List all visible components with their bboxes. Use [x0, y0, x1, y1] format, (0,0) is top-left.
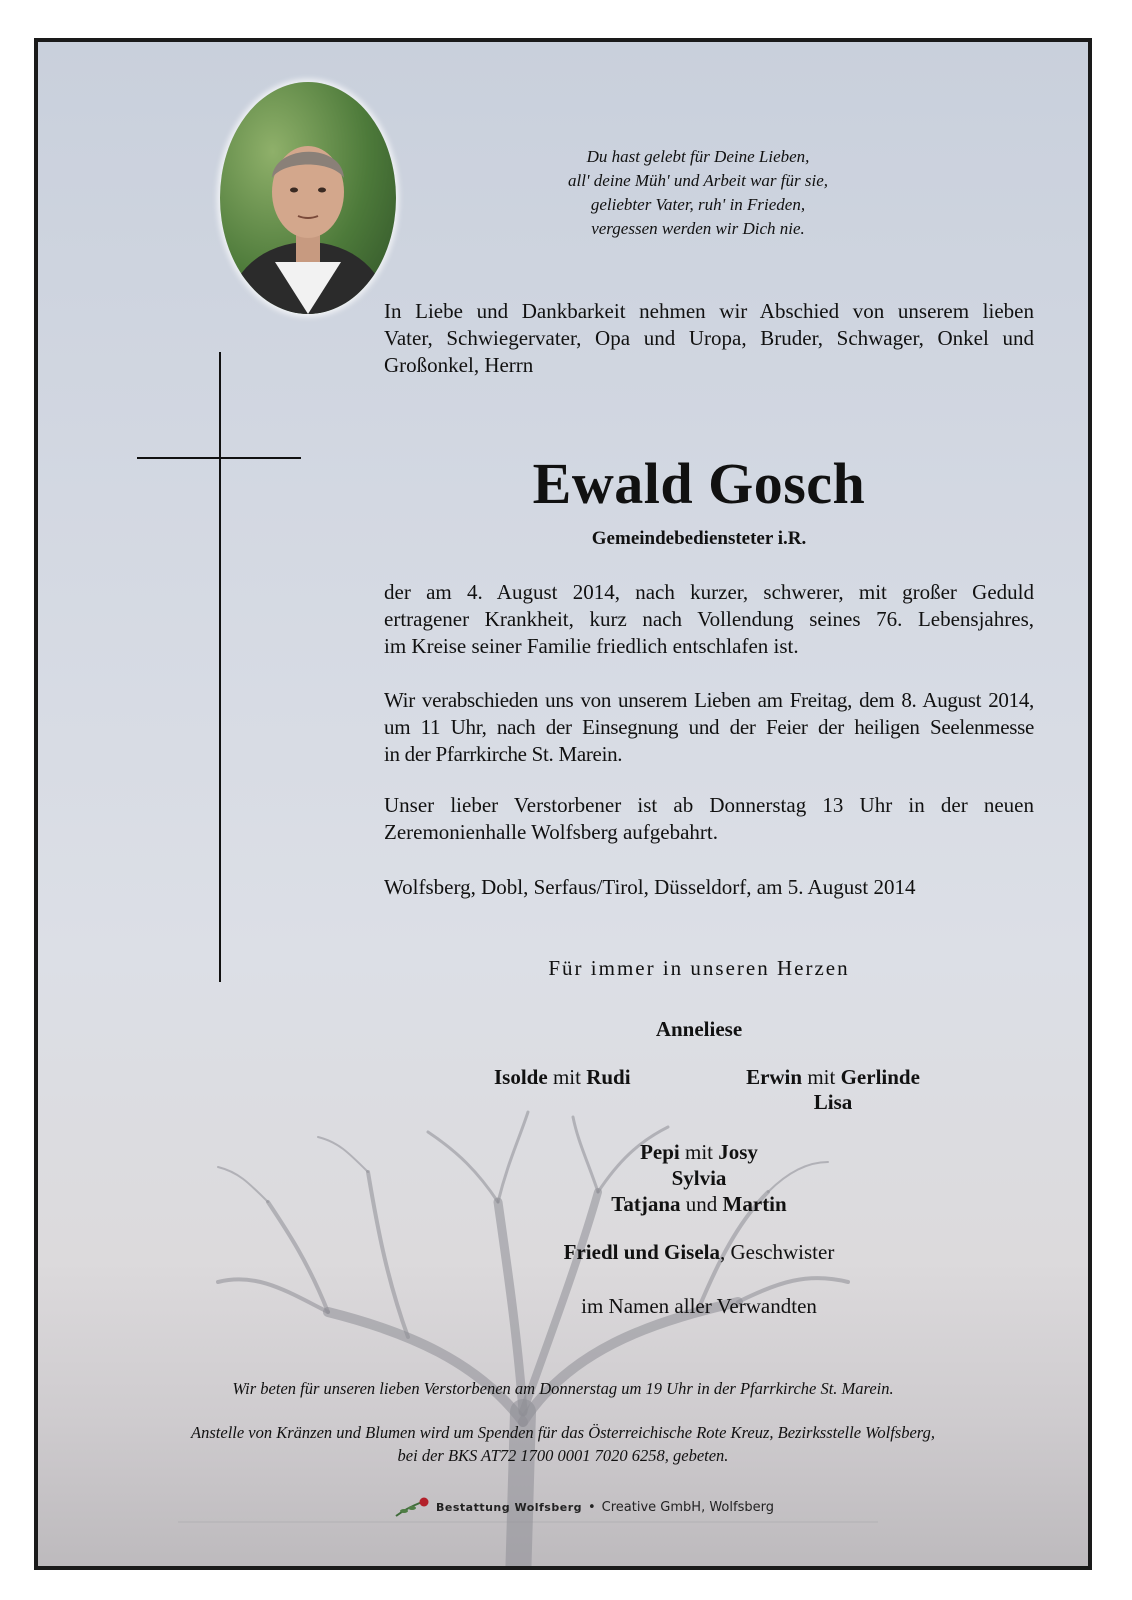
deceased-name: Ewald Gosch	[532, 451, 866, 516]
death-notice-line: ertragener Krankheit, kurz nach Vollendung seines 76. Lebensjahres,	[384, 607, 1034, 631]
mourner-isolde-rudi	[384, 1065, 744, 1090]
poem	[518, 145, 878, 241]
mourner-name: Josy	[718, 1140, 758, 1164]
lying-in-state-line: Zeremonienhalle Wolfsberg aufgebahrt.	[384, 820, 718, 844]
cross-vertical-bar	[219, 352, 221, 982]
intro-paragraph	[384, 298, 1034, 379]
donation-note	[38, 1421, 1088, 1467]
rose-icon	[394, 1496, 430, 1518]
motto: Für immer in unseren Herzen	[548, 956, 850, 980]
donation-note-line: bei der BKS AT72 1700 0001 7020 6258, gebeten.	[397, 1446, 729, 1465]
mourner-sylvia: Sylvia	[671, 1166, 727, 1190]
logo-brand: Bestattung Wolfsberg	[436, 1500, 582, 1514]
mourner-connector: und	[685, 1192, 718, 1216]
intro-line: In Liebe und Dankbarkeit nehmen wir Abschied von unserem lieben	[384, 299, 1034, 323]
death-notice-paragraph	[384, 579, 1034, 660]
mourner-name: Martin	[722, 1192, 787, 1216]
funeral-line: um 11 Uhr, nach der Einsegnung und der Feier der heiligen Seelenmesse	[384, 715, 1034, 739]
mourner-relatives: im Namen aller Verwandten	[581, 1294, 817, 1318]
funeral-paragraph	[384, 687, 1034, 768]
funeral-home-logo	[394, 1496, 774, 1518]
mourner-lisa: Lisa	[813, 1090, 853, 1114]
mourner-name: Gerlinde	[840, 1065, 920, 1089]
mourner-name: Pepi	[640, 1140, 680, 1164]
logo-bullet: •	[588, 1499, 596, 1515]
prayer-note: Wir beten für unseren lieben Verstorbenen am Donnerstag um 19 Uhr in der Pfarrkirche St. Marein.	[232, 1379, 894, 1398]
mourner-connector: mit	[552, 1065, 581, 1089]
cross-horizontal-bar	[137, 457, 301, 459]
poem-line: Du hast gelebt für Deine Lieben,	[586, 147, 810, 166]
poem-line: geliebter Vater, ruh' in Frieden,	[590, 195, 806, 214]
portrait-photo	[220, 82, 396, 314]
portrait-figure	[220, 82, 396, 314]
mourner-name: Isolde	[494, 1065, 548, 1089]
mourner-name: Erwin	[746, 1065, 803, 1089]
death-notice-line: im Kreise seiner Familie friedlich entschlafen ist.	[384, 634, 799, 658]
funeral-line: Wir verabschieden uns von unserem Lieben am Freitag, dem 8. August 2014,	[384, 688, 1034, 712]
death-notice-line: der am 4. August 2014, nach kurzer, schwerer, mit großer Geduld	[384, 580, 1034, 604]
mourner-siblings-names: Friedl und Gisela	[563, 1240, 721, 1264]
place-date-paragraph	[384, 874, 1034, 901]
deceased-title: Gemeindebediensteter i.R.	[591, 528, 807, 549]
intro-line: Vater, Schwiegervater, Opa und Uropa, Bruder, Schwager, Onkel und	[384, 326, 1034, 350]
funeral-line: in der Pfarrkirche St. Marein.	[384, 742, 623, 766]
mourner-name: Rudi	[586, 1065, 631, 1089]
mourner-pepi-group	[384, 1139, 1014, 1217]
logo-company: Creative GmbH, Wolfsberg	[601, 1499, 774, 1515]
mourner-siblings-suffix: , Geschwister	[720, 1240, 835, 1264]
mourner-connector: mit	[684, 1140, 713, 1164]
lying-in-state-line: Unser lieber Verstorbener ist ab Donnerstag 13 Uhr in der neuen	[384, 793, 1034, 817]
lying-in-state-paragraph	[384, 792, 1034, 846]
poem-line: vergessen werden wir Dich nie.	[591, 219, 805, 238]
mourner-siblings	[384, 1240, 1014, 1265]
poem-line: all' deine Müh' und Arbeit war für sie,	[567, 171, 829, 190]
mourner-connector: mit	[807, 1065, 836, 1089]
donation-note-line: Anstelle von Kränzen und Blumen wird um Spenden für das Österreichische Rote Kreuz, Bezirksstelle Wolfsberg,	[191, 1423, 935, 1442]
mourner-name: Tatjana	[611, 1192, 681, 1216]
obituary-card	[34, 38, 1092, 1570]
mourner-erwin-gerlinde	[728, 1065, 938, 1115]
intro-line: Großonkel, Herrn	[384, 353, 534, 377]
place-date: Wolfsberg, Dobl, Serfaus/Tirol, Düsseldorf, am 5. August 2014	[384, 875, 916, 899]
mourner-widow: Anneliese	[655, 1017, 743, 1041]
